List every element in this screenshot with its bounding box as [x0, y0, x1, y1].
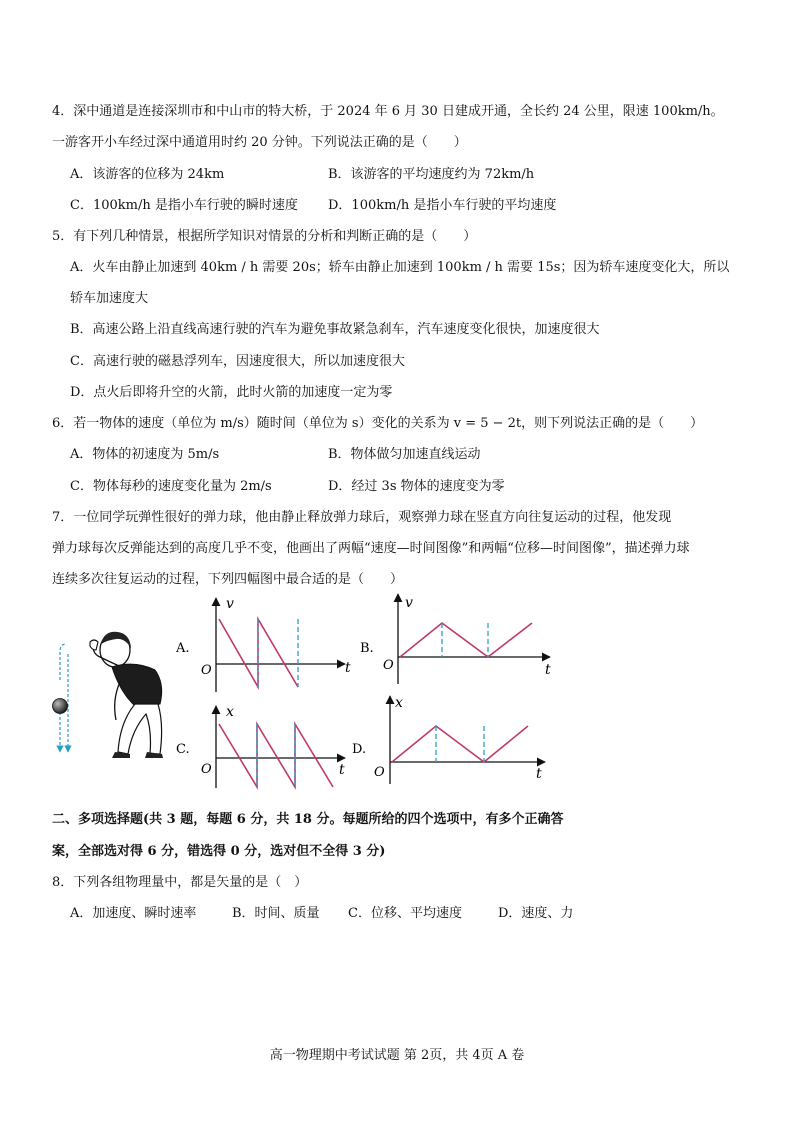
graph-c-y-axis-label: x [226, 704, 234, 720]
section2-heading-line1: 二、多项选择题(共 3 题，每题 6 分，共 18 分。每题所给的四个选项中，有多个正确答 [52, 812, 564, 827]
q6-option-c: C．物体每秒的速度变化量为 2m/s [70, 479, 272, 494]
q6-option-a: A．物体的初速度为 5m/s [70, 447, 220, 462]
graph-d-origin-label: O [374, 765, 385, 780]
page-footer: 高一物理期中考试试题 第 2页，共 4页 A 卷 [269, 1048, 525, 1063]
graph-c [176, 704, 345, 788]
q4-stem-line2: 一游客开小车经过深中通道用时约 20 分钟。下列说法正确的是（ ） [52, 135, 467, 150]
graph-b [360, 594, 551, 684]
graph-d-y-axis-label: x [395, 695, 403, 711]
q5-stem: 5．有下列几种情景，根据所学知识对情景的分析和判断正确的是（ ） [52, 229, 477, 244]
graph-a-x-axis-label: t [345, 660, 351, 676]
graph-c-x-axis-label: t [339, 762, 345, 778]
section2-heading-line2: 案，全部选对得 6 分，错选得 0 分，选对但不全得 3 分) [52, 844, 386, 859]
q5-option-b: B．高速公路上沿直线高速行驶的汽车为避免事故紧急刹车，汽车速度变化很快，加速度很大 [70, 322, 600, 337]
q6-stem: 6．若一物体的速度（单位为 m/s）随时间（单位为 s）变化的关系为 v = 5 − 2t，则下列说法正确的是（ ） [52, 416, 704, 431]
graph-a-y-axis-label: v [226, 596, 234, 612]
q7-stem-line3: 连续多次往复运动的过程，下列四幅图中最合适的是（ ） [52, 572, 404, 587]
q6-option-d: D．经过 3s 物体的速度变为零 [328, 479, 505, 494]
boy-with-ball-illustration [53, 632, 164, 758]
q8-option-c: C．位移、平均速度 [348, 906, 462, 921]
graph-d-label: D. [352, 742, 367, 757]
graph-b-x-axis-label: t [545, 662, 551, 678]
q4-stem-line1: 4．深中通道是连接深圳市和中山市的特大桥，于 2024 年 6 月 30 日建成开通，全长约 24 公里，限速 100km/h。 [52, 104, 724, 119]
graph-c-origin-label: O [201, 762, 212, 777]
graph-b-label: B. [360, 641, 374, 656]
graph-b-y-axis-label: v [405, 595, 413, 611]
q4-option-d: D．100km/h 是指小车行驶的平均速度 [328, 198, 557, 213]
q4-option-b: B．该游客的平均速度约为 72km/h [328, 167, 535, 182]
graph-d-x-axis-label: t [536, 766, 542, 782]
q6-option-b: B．物体做匀加速直线运动 [328, 447, 481, 462]
graph-a-origin-label: O [201, 663, 212, 678]
graph-a-label: A. [176, 641, 190, 656]
q5-option-d: D．点火后即将升空的火箭，此时火箭的加速度一定为零 [70, 385, 393, 400]
q8-stem: 8．下列各组物理量中，都是矢量的是（ ） [52, 875, 308, 890]
q4-option-c: C．100km/h 是指小车行驶的瞬时速度 [70, 198, 298, 213]
graph-c-label: C. [176, 742, 190, 757]
q7-figure [0, 592, 794, 802]
q5-option-a-line1: A．火车由静止加速到 40km / h 需要 20s；轿车由静止加速到 100km / h 需要 15s；因为轿车速度变化大，所以 [70, 260, 730, 275]
q8-option-a: A．加速度、瞬时速率 [70, 906, 197, 921]
q5-option-a-line2: 轿车加速度大 [70, 291, 149, 306]
graph-d [352, 695, 545, 784]
q7-stem-line2: 弹力球每次反弹能达到的高度几乎不变，他画出了两幅“速度—时间图像”和两幅“位移—时间图像”，描述弹力球 [52, 541, 690, 556]
graph-a [175, 596, 351, 692]
q8-option-b: B．时间、质量 [232, 906, 320, 921]
ball-up-arrow [60, 644, 66, 680]
q8-option-d: D．速度、力 [498, 906, 574, 921]
ball-icon [53, 699, 68, 714]
q4-option-a: A．该游客的位移为 24km [70, 167, 225, 182]
q5-option-c: C．高速行驶的磁悬浮列车，因速度很大，所以加速度很大 [70, 354, 405, 369]
graph-b-origin-label: O [383, 658, 394, 673]
q7-stem-line1: 7．一位同学玩弹性很好的弹力球，他由静止释放弹力球后，观察弹力球在竖直方向往复运动的过程，他发现 [52, 510, 672, 525]
